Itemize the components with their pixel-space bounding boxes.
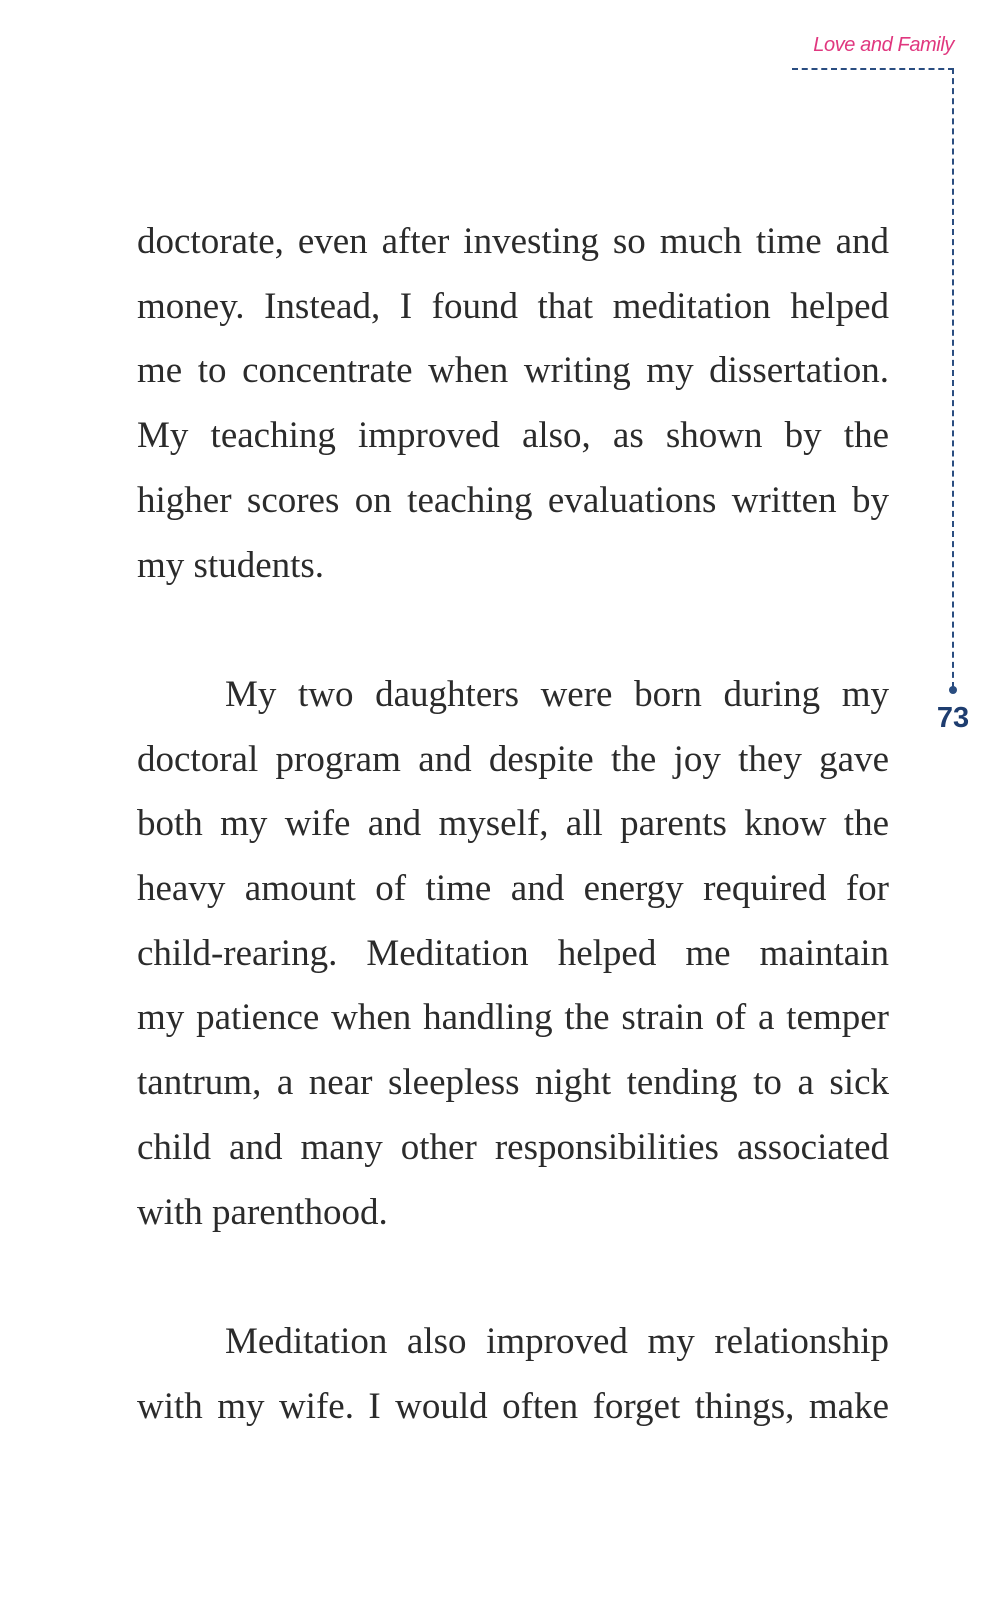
text-line: doctorate, even after investing so much time and	[137, 221, 889, 262]
running-header-section-title: Love and Family	[813, 34, 954, 56]
margin-rule-dot	[949, 686, 957, 694]
text-line: higher scores on teaching evaluations written by	[137, 479, 889, 521]
text-line: child and many other responsibilities associated	[137, 1126, 889, 1168]
header-dashed-rule	[792, 68, 954, 70]
margin-dashed-rule	[952, 68, 954, 688]
text-line: both my wife and myself, all parents know the	[137, 803, 889, 845]
text-line: with parenthood.	[137, 1191, 388, 1233]
text-line: My teaching improved also, as shown by the	[137, 415, 889, 457]
paragraph-2	[137, 663, 889, 1245]
text-line: doctoral program and despite the joy they gave	[137, 738, 889, 780]
text-line: my students.	[137, 544, 325, 586]
page-number: 73	[936, 702, 970, 734]
body-text	[137, 210, 889, 1439]
text-line: Meditation also improved my relationship	[225, 1320, 889, 1362]
paragraph-3	[137, 1310, 889, 1439]
text-line: me to concentrate when writing my dissertation.	[137, 350, 889, 392]
text-line: child-rearing. Meditation helped me maintain	[137, 932, 889, 974]
text-line: my patience when handling the strain of a temper	[137, 997, 889, 1039]
paragraph-1	[137, 210, 889, 598]
text-line: money. Instead, I found that meditation helped	[137, 285, 889, 327]
text-line: tantrum, a near sleepless night tending to a sick	[137, 1062, 889, 1104]
text-line: with my wife. I would often forget things, make	[137, 1385, 889, 1427]
text-line: My two daughters were born during my	[225, 673, 889, 715]
text-line: heavy amount of time and energy required for	[137, 868, 889, 910]
